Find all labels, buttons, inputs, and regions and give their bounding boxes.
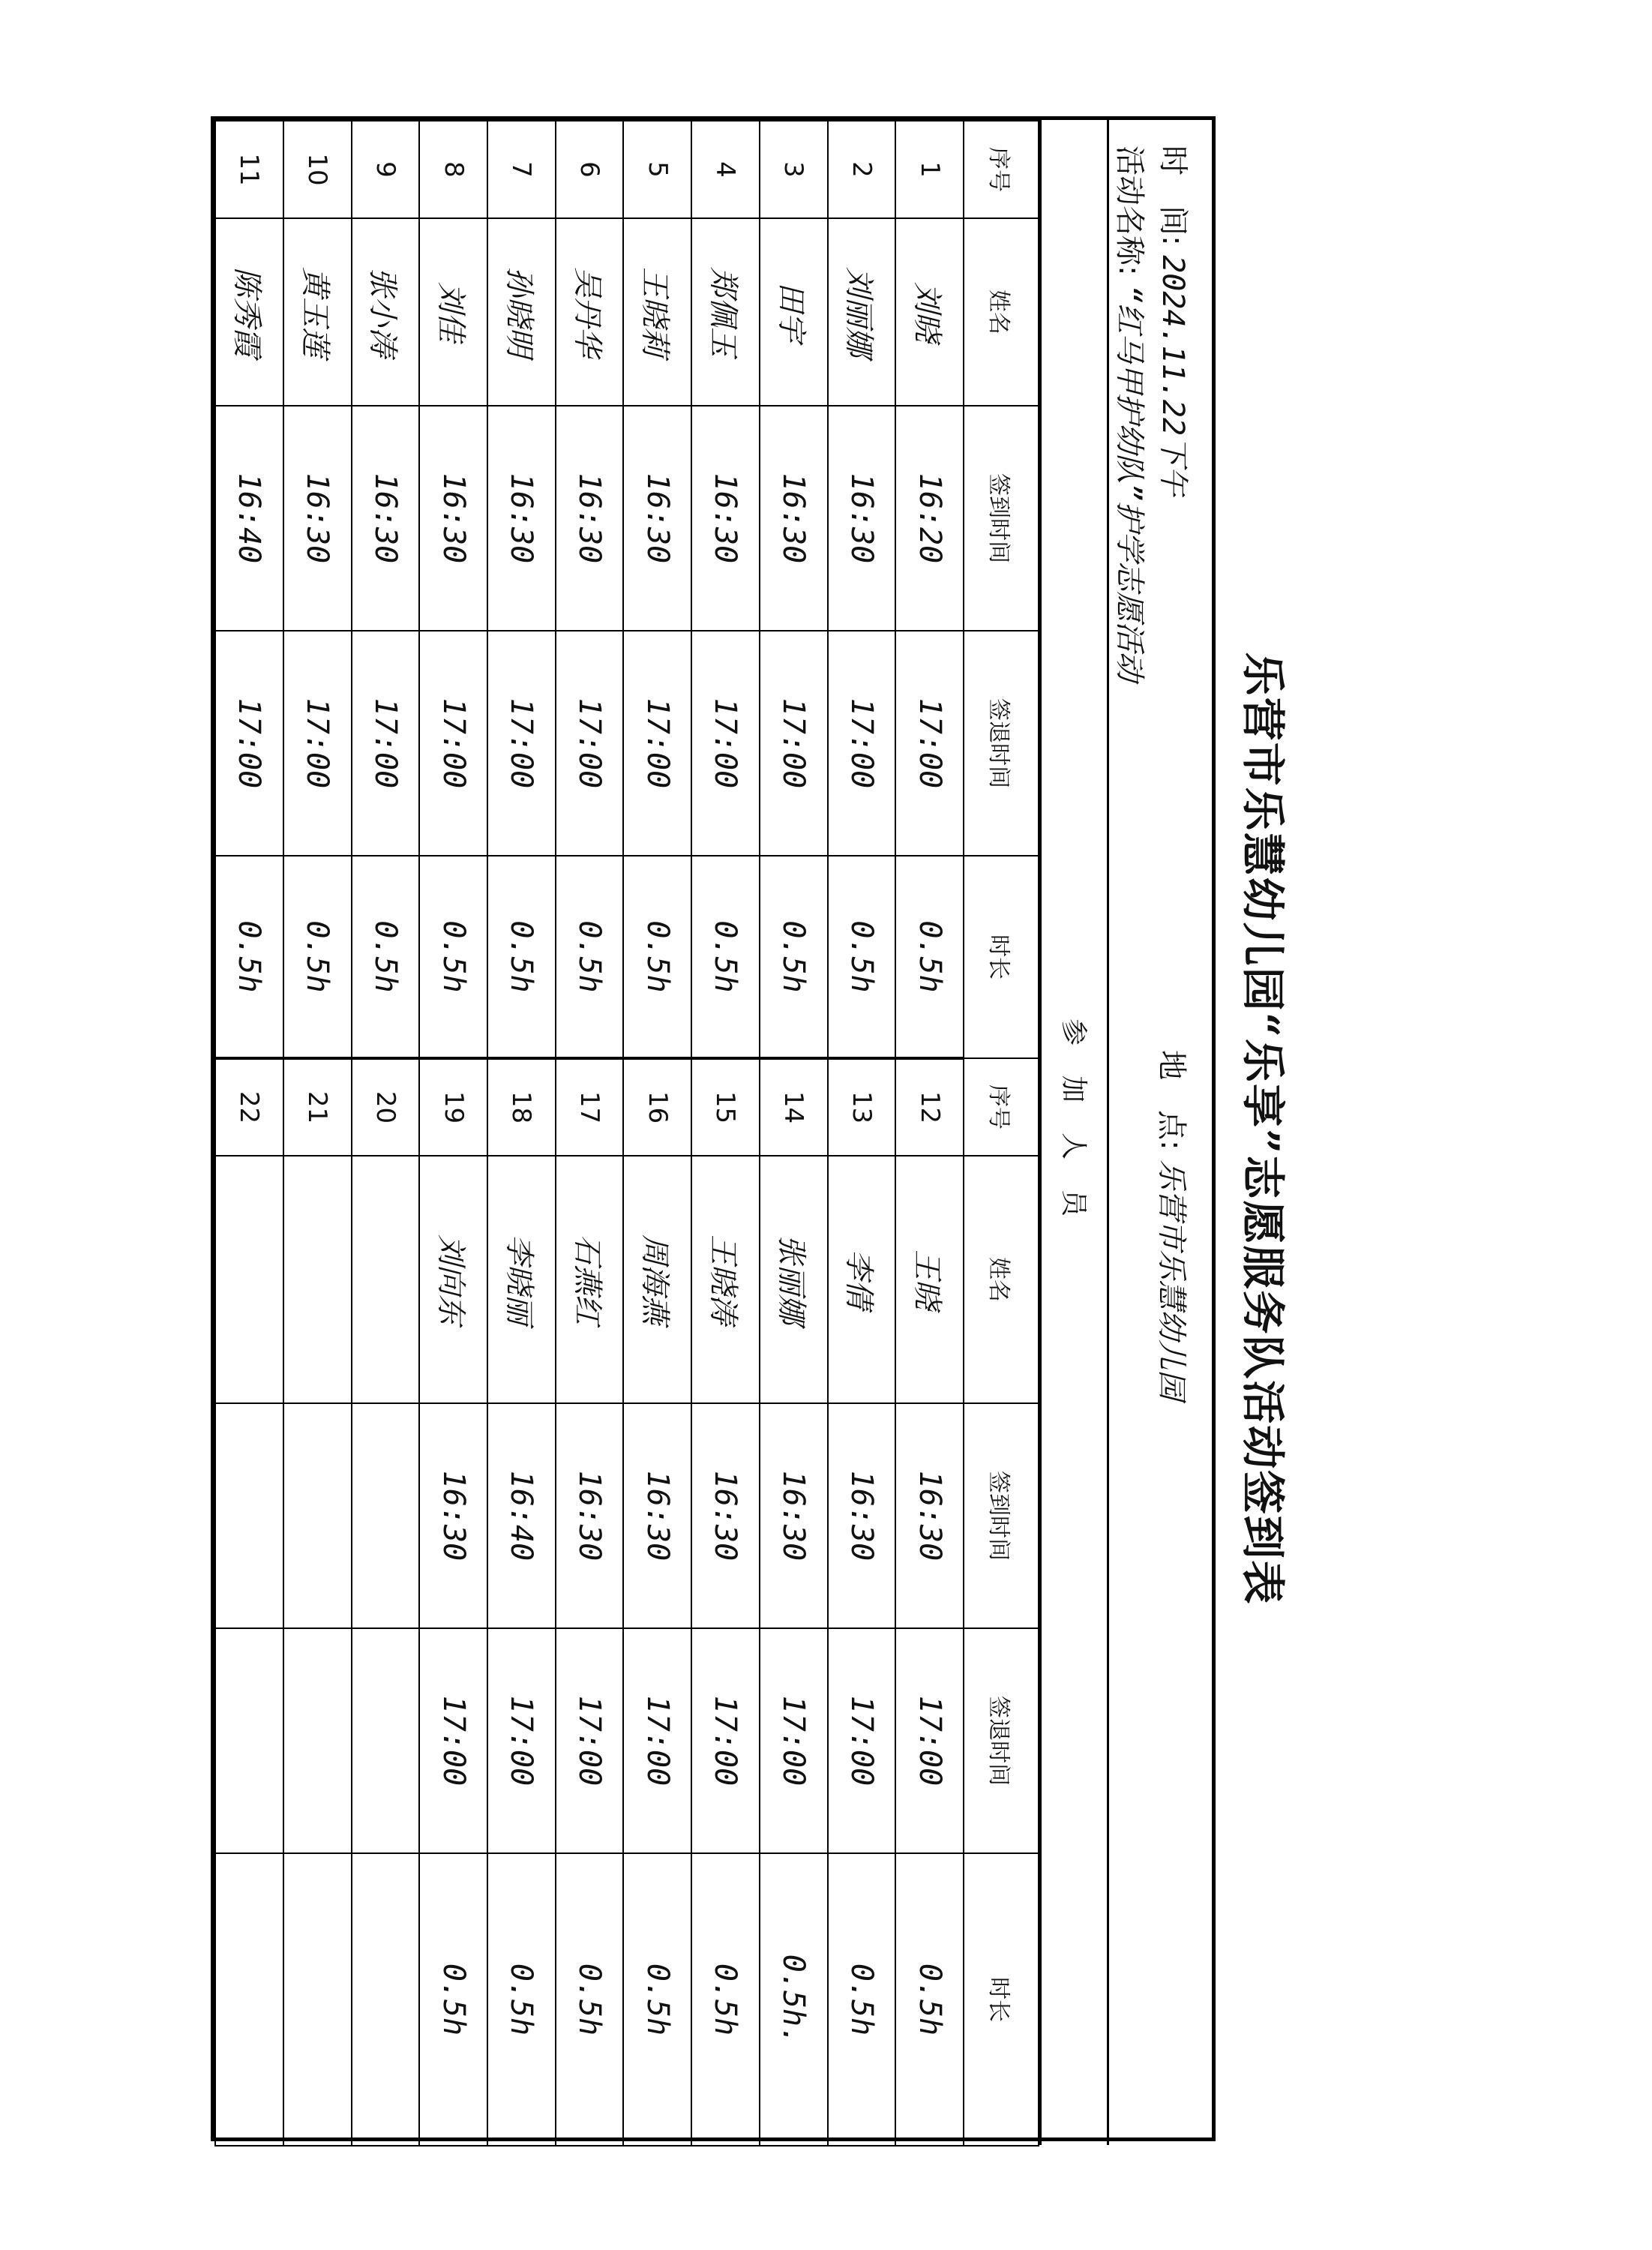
duration: 0.5h [487,1853,556,2146]
row-number: 22 [215,1058,283,1156]
sign-in-time: 16:20 [895,406,964,631]
sign-in-time: 16:30 [419,1403,487,1628]
volunteer-name: 李晓丽 [487,1156,556,1403]
table-row [895,121,964,2146]
row-number: 1 [895,121,964,218]
volunteer-name: 张小涛 [352,218,420,406]
sign-in-time: 16:30 [556,1403,624,1628]
col-header-name: 姓名 [964,1156,1039,1403]
col-header-sign-out: 签退时间 [964,1628,1039,1853]
sign-out-time: 17:00 [828,1628,896,1853]
sign-in-time [352,1403,420,1628]
sign-in-time: 16:30 [760,1403,828,1628]
row-number: 12 [895,1058,964,1156]
volunteer-name: 田宇 [760,218,828,406]
sign-out-time: 17:00 [828,631,896,856]
sign-in-time: 16:40 [487,1403,556,1628]
time-row [1154,146,1197,496]
volunteer-name: 黄玉莲 [283,218,352,406]
table-row [419,121,487,2146]
volunteer-name: 张丽娜 [760,1156,828,1403]
sign-in-time: 16:30 [419,406,487,631]
sign-in-time [215,1403,283,1628]
volunteer-name: 周海燕 [623,1156,691,1403]
row-number: 11 [215,121,283,218]
row-number: 18 [487,1058,556,1156]
volunteer-name [283,1156,352,1403]
table-row [623,121,691,2146]
row-number: 10 [283,121,352,218]
sign-in-time: 16:30 [283,406,352,631]
row-number: 20 [352,1058,420,1156]
col-header-sign-out: 签退时间 [964,631,1039,856]
duration [352,1853,420,2146]
duration: 0.5h [895,856,964,1058]
sign-in-time: 16:30 [828,1403,896,1628]
table-row [487,121,556,2146]
volunteer-name [352,1156,420,1403]
col-header-sign-in: 签到时间 [964,1403,1039,1628]
row-number: 2 [828,121,896,218]
volunteer-name: 王晓涛 [691,1156,760,1403]
sign-out-time: 17:00 [352,631,420,856]
attendance-table [214,120,1039,2146]
sign-out-time: 17:00 [556,631,624,856]
sign-in-time: 16:30 [623,1403,691,1628]
col-header-no: 序号 [964,121,1039,218]
duration: 0.5h [487,856,556,1058]
sign-in-time: 16:30 [691,406,760,631]
sign-out-time: 17:00 [895,631,964,856]
table-row [760,121,828,2146]
row-number: 9 [352,121,420,218]
sign-out-time: 17:00 [691,631,760,856]
sign-out-time: 17:00 [215,631,283,856]
table-row [352,121,420,2146]
participants-heading: 参加人员 [1039,120,1107,2145]
table-row [215,121,283,2146]
table-header-row [964,121,1039,2146]
sign-in-time: 16:30 [895,1403,964,1628]
row-number: 3 [760,121,828,218]
sign-in-form [211,116,1216,2141]
sign-out-time: 17:00 [556,1628,624,1853]
col-header-name: 姓名 [964,218,1039,406]
table-row [828,121,896,2146]
sign-out-time [283,1628,352,1853]
duration: 0.5h [691,856,760,1058]
sign-in-time: 16:30 [828,406,896,631]
volunteer-name: 石燕红 [556,1156,624,1403]
sign-out-time: 17:00 [487,631,556,856]
table-row [691,121,760,2146]
row-number: 5 [623,121,691,218]
duration: 0.5h [828,856,896,1058]
duration: 0.5h [623,1853,691,2146]
volunteer-name: 刘丽娜 [828,218,896,406]
page-title: 乐营市乐慧幼儿园“乐享”志愿服务队活动签到表 [1237,652,1288,1606]
location-row [1153,1050,1195,1400]
location-value: 乐营市乐慧幼儿园 [1154,1160,1189,1400]
volunteer-name: 王晓 [895,1156,964,1403]
volunteer-name [215,1156,283,1403]
sign-in-time: 16:30 [760,406,828,631]
row-number: 16 [623,1058,691,1156]
volunteer-name: 郑佩玉 [691,218,760,406]
sign-out-time: 17:00 [623,1628,691,1853]
event-info [1107,120,1212,2145]
activity-value: “红马甲护幼队”护学志愿活动 [1112,285,1147,682]
duration: 0.5h [828,1853,896,2146]
sign-out-time: 17:00 [419,1628,487,1853]
duration: 0.5h [760,856,828,1058]
row-number: 7 [487,121,556,218]
row-number: 6 [556,121,624,218]
duration: 0.5h [352,856,420,1058]
volunteer-name: 吴丹华 [556,218,624,406]
row-number: 14 [760,1058,828,1156]
duration: 0.5h [419,856,487,1058]
location-label: 地 点: [1154,1050,1189,1150]
sign-in-time: 16:40 [215,406,283,631]
sign-out-time: 17:00 [419,631,487,856]
row-number: 15 [691,1058,760,1156]
volunteer-name: 李倩 [828,1156,896,1403]
activity-row [1111,146,1153,681]
duration: 0.5h [623,856,691,1058]
duration: 0.5h [556,1853,624,2146]
volunteer-name: 刘晓 [895,218,964,406]
sign-out-time: 17:00 [623,631,691,856]
duration [215,1853,283,2146]
activity-label: 活动名称: [1112,146,1147,276]
volunteer-name: 陈秀霞 [215,218,283,406]
sign-out-time: 17:00 [487,1628,556,1853]
sign-out-time: 17:00 [283,631,352,856]
sign-in-time: 16:30 [623,406,691,631]
col-header-no: 序号 [964,1058,1039,1156]
table-row [556,121,624,2146]
time-label: 时 间: [1156,146,1190,246]
duration: 0.5h [283,856,352,1058]
sign-out-time: 17:00 [895,1628,964,1853]
time-value: 2024.11.22下午 [1156,255,1190,496]
row-number: 8 [419,121,487,218]
rotated-sign-in-sheet [188,116,1313,2141]
sign-out-time: 17:00 [760,1628,828,1853]
sign-in-time: 16:30 [352,406,420,631]
sign-in-time: 16:30 [691,1403,760,1628]
row-number: 17 [556,1058,624,1156]
sign-in-time: 16:30 [487,406,556,631]
row-number: 21 [283,1058,352,1156]
duration: 0.5h [895,1853,964,2146]
duration: 0.5h [419,1853,487,2146]
duration: 0.5h. [760,1853,828,2146]
duration [283,1853,352,2146]
col-header-sign-in: 签到时间 [964,406,1039,631]
sign-out-time [215,1628,283,1853]
sign-out-time [352,1628,420,1853]
row-number: 4 [691,121,760,218]
duration: 0.5h [691,1853,760,2146]
sign-in-time: 16:30 [556,406,624,631]
col-header-duration: 时长 [964,856,1039,1058]
sign-out-time: 17:00 [760,631,828,856]
volunteer-name: 王晓莉 [623,218,691,406]
volunteer-name: 刘佳 [419,218,487,406]
row-number: 19 [419,1058,487,1156]
row-number: 13 [828,1058,896,1156]
duration: 0.5h [556,856,624,1058]
col-header-duration: 时长 [964,1853,1039,2146]
volunteer-name: 刘向东 [419,1156,487,1403]
sign-in-time [283,1403,352,1628]
sign-out-time: 17:00 [691,1628,760,1853]
duration: 0.5h [215,856,283,1058]
table-row [283,121,352,2146]
volunteer-name: 孙晓明 [487,218,556,406]
